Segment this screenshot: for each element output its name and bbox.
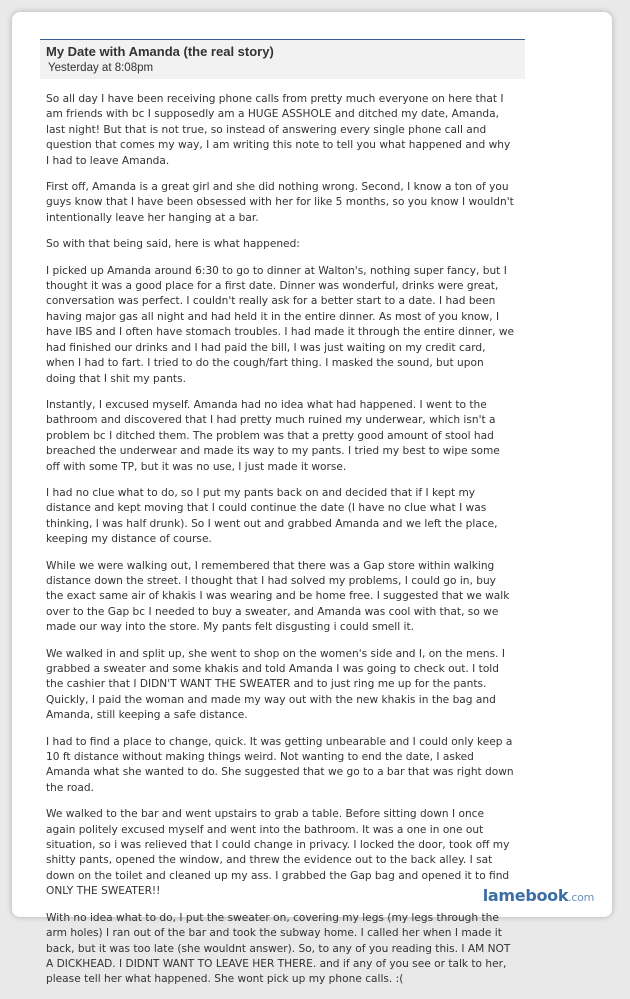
note-title[interactable]: My Date with Amanda (the real story) [46,44,274,59]
note-paragraph: With no idea what to do, I put the sweater on, covering my legs (my legs through the arm holes) I ran out of the bar and took the subway home. I called her when I made it back, but it was too late (she wouldnt answer). So, to any of you reading this. I AM NOT A DICKHEAD. I DIDNT WANT TO LEAVE HER THERE. and if any of you see or talk to her, please tell her what happened. She wont pick up my phone calls. :( [46,911,511,986]
note-card [12,12,612,986]
note-paragraph: We walked in and split up, she went to shop on the women's side and I, on the mens. I grabbed a sweater and some khakis and told Amanda I was going to check out. I told the cashier that I DIDN'T WANT THE SWEATER and to just ring me up for the pants. Quickly, I paid the woman and made my way out with the new khakis in the bag and Amanda, still keeping a safe distance. [46,647,505,722]
note-paragraph: I had to find a place to change, quick. It was getting unbearable and I could only keep a 10 ft distance without making things weird. Not wanting to end the date, I asked Amanda what she wanted to do. She suggested that we go to a bar that was right down the road. [46,735,514,794]
note-paragraph: I had no clue what to do, so I put my pants back on and decided that if I kept my distance and kept moving that I could continue the date (I have no clue what I was thinking, I was half drunk). So I went out and grabbed Amanda and we left the place, keeping my distance of course. [46,486,498,546]
note-paragraph: So with that being said, here is what happened: [46,238,300,251]
note-paragraph: Instantly, I excused myself. Amanda had no idea what had happened. I went to the bathroom and discovered that I had pretty much ruined my underwear, which isn't a problem bc I ditched them. The problem was that a pretty good amount of stool had breached the underwear and made its way to my pants. I tried my best to wipe some off with some TP, but it was no use, I just made it worse. [46,398,500,473]
note-paragraph: While we were walking out, I remembered that there was a Gap store within walking distance down the street. I thought that I had solved my problems, I could go in, buy the exact same air of khakis I was wearing and be home free. I suggested that we walk over to the Gap bc I needed to buy a sweater, and Amanda was cool with that, so we made our way into the store. My pants felt disgusting i could smell it. [46,559,510,634]
note-body [46,92,516,999]
note-timestamp[interactable]: Yesterday at 8:08pm [48,62,154,74]
note-paragraph: First off, Amanda is a great girl and she did nothing wrong. Second, I know a ton of you guys know that I have been obsessed with her for like 5 months, so you know I wouldn't intentionally leave her hanging at a bar. [46,181,514,224]
note-header [40,39,525,79]
watermark-suffix: .com [568,891,594,904]
watermark-name: lamebook [482,886,569,905]
note-paragraph: We walked to the bar and went upstairs to grab a table. Before sitting down I once again politely excused myself and went into the bathroom. It was a one in one out situation, so i was relieved that I could change in privacy. I locked the door, took off my shitty pants, opened the window, and threw the evidence out to the back alley. I sat down on the toilet and cleaned up my ass. I grabbed the Gap bag and opened it to find ONLY THE SWEATER!! [46,808,510,898]
note-paragraph: I picked up Amanda around 6:30 to go to dinner at Walton's, nothing super fancy, but I thought it was a good place for a first date. Dinner was wonderful, drinks were great, conversation was perfect. I couldn't really ask for a better start to a date. I had been having major gas all night and had held it in the entire dinner. As most of you know, I have IBS and I often have stomach troubles. I had made it through the entire dinner, we had finished our drinks and I had paid the bill, I was just waiting on my credit card, when I had to fart. I tried to do the cough/fart thing. I masked the sound, but upon doing that I shit my pants. [46,264,515,385]
note-paragraph: So all day I have been receiving phone calls from pretty much everyone on here that I am friends with bc I supposedly am a HUGE ASSHOLE and ditched my date, Amanda, last night! But that is not true, so instead of answering every single phone call and question that comes my way, I am writing this note to tell you what happened and why I had to leave Amanda. [46,93,511,167]
lamebook-watermark [483,886,594,905]
